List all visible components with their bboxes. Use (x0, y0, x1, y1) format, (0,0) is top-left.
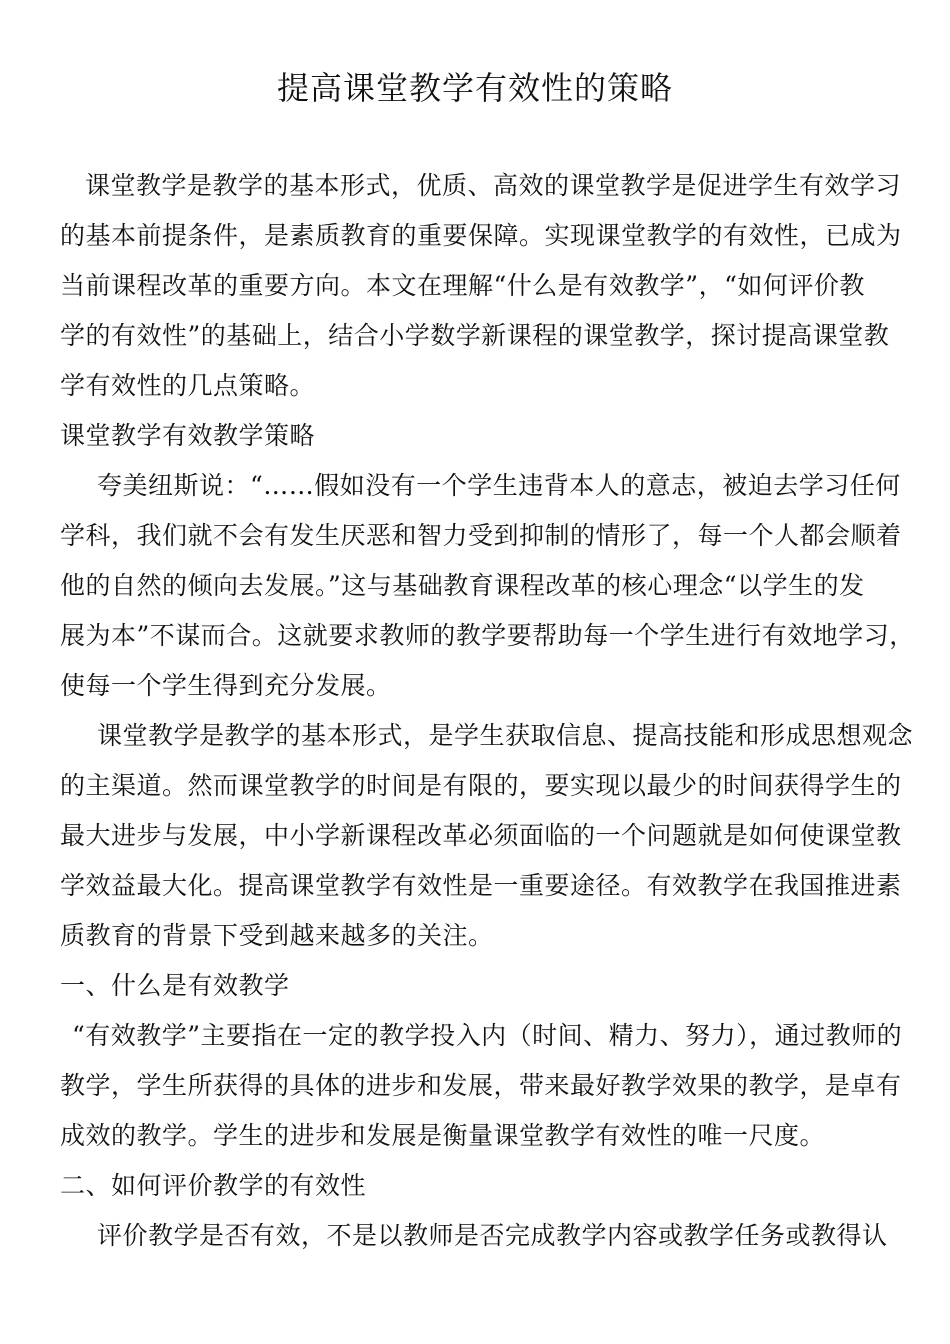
paragraph-line: 使每一个学生得到充分发展。 (60, 671, 392, 700)
paragraph-line: 最大进步与发展，中小学新课程改革必须面临的一个问题就是如何使课堂教 (60, 821, 902, 850)
paragraph-line: “有效教学”主要指在一定的教学投入内（时间、精力、努力），通过教师的 (72, 1021, 903, 1050)
paragraph-line: 教学，学生所获得的具体的进步和发展，带来最好教学效果的教学，是卓有 (60, 1071, 902, 1100)
paragraph-line: 学有效性的几点策略。 (60, 371, 316, 400)
paragraph-line: 学科，我们就不会有发生厌恶和智力受到抑制的情形了，每一个人都会顺着 (60, 521, 902, 550)
paragraph-line: 学效益最大化。提高课堂教学有效性是一重要途径。有效教学在我国推进素 (60, 871, 902, 900)
paragraph-line: 课堂教学是教学的基本形式，优质、高效的课堂教学是促进学生有效学习 (85, 171, 902, 200)
paragraph-line: 课堂教学是教学的基本形式，是学生获取信息、提高技能和形成思想观念 (97, 721, 914, 750)
paragraph-line: 成效的教学。学生的进步和发展是衡量课堂教学有效性的唯一尺度。 (60, 1121, 826, 1150)
section-heading: 一、什么是有效教学 (60, 971, 290, 1000)
paragraph-line: 夸美纽斯说：“……假如没有一个学生违背本人的意志，被迫去学习任何 (97, 471, 901, 500)
paragraph-line: 评价教学是否有效，不是以教师是否完成教学内容或教学任务或教得认 (97, 1221, 888, 1250)
section-heading: 课堂教学有效教学策略 (60, 421, 316, 450)
document-title: 提高课堂教学有效性的策略 (276, 69, 673, 107)
paragraph-line: 的主渠道。然而课堂教学的时间是有限的，要实现以最少的时间获得学生的 (60, 771, 902, 800)
paragraph-line: 展为本”不谋而合。这就要求教师的教学要帮助每一个学生进行有效地学习， (60, 621, 915, 650)
section-heading: 二、如何评价教学的有效性 (60, 1171, 367, 1200)
paragraph-line: 当前课程改革的重要方向。本文在理解“什么是有效教学”，“如何评价教 (60, 271, 865, 300)
paragraph-line: 他的自然的倾向去发展。”这与基础教育课程改革的核心理念“以学生的发 (60, 571, 865, 600)
paragraph-line: 学的有效性”的基础上，结合小学数学新课程的课堂教学，探讨提高课堂教 (60, 321, 890, 350)
paragraph-line: 的基本前提条件，是素质教育的重要保障。实现课堂教学的有效性，已成为 (60, 221, 902, 250)
paragraph-line: 质教育的背景下受到越来越多的关注。 (60, 921, 494, 950)
